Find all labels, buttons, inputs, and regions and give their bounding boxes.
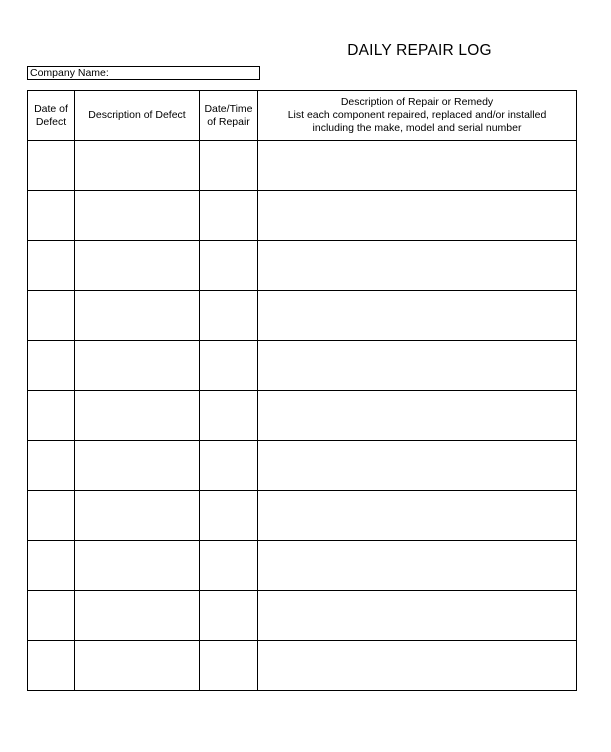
table-header-row [28,91,577,141]
table-body [28,141,577,691]
repair-log-table [27,90,577,691]
table-row [28,491,577,541]
cell-date-of-defect[interactable] [28,541,75,591]
cell-date-time-of-repair[interactable] [200,291,258,341]
cell-description-of-defect[interactable] [75,191,200,241]
cell-description-of-defect[interactable] [75,141,200,191]
header-date-time-of-repair [200,91,258,141]
cell-date-time-of-repair[interactable] [200,391,258,441]
cell-description-of-repair[interactable] [258,591,577,641]
table-row [28,441,577,491]
cell-date-of-defect[interactable] [28,341,75,391]
cell-date-time-of-repair[interactable] [200,341,258,391]
cell-description-of-repair[interactable] [258,141,577,191]
cell-description-of-defect[interactable] [75,291,200,341]
cell-description-of-defect[interactable] [75,641,200,691]
cell-date-time-of-repair[interactable] [200,191,258,241]
cell-description-of-defect[interactable] [75,241,200,291]
cell-description-of-repair[interactable] [258,441,577,491]
cell-date-time-of-repair[interactable] [200,491,258,541]
header-line: of Repair [207,115,250,128]
table-row [28,191,577,241]
cell-description-of-defect[interactable] [75,491,200,541]
table-row [28,241,577,291]
cell-date-of-defect[interactable] [28,391,75,441]
header-line: Description of Repair or Remedy [340,96,494,108]
cell-date-time-of-repair[interactable] [200,141,258,191]
table-row [28,641,577,691]
cell-description-of-repair[interactable] [258,491,577,541]
page-title [0,42,611,60]
cell-description-of-defect[interactable] [75,541,200,591]
cell-date-of-defect[interactable] [28,441,75,491]
company-name-field[interactable] [27,66,260,80]
header-date-of-defect [28,91,75,141]
header-description-of-defect [75,91,200,141]
cell-date-of-defect[interactable] [28,641,75,691]
cell-date-time-of-repair[interactable] [200,241,258,291]
cell-description-of-defect[interactable] [75,441,200,491]
table-row [28,341,577,391]
cell-date-of-defect[interactable] [28,141,75,191]
cell-date-of-defect[interactable] [28,291,75,341]
cell-date-of-defect[interactable] [28,241,75,291]
header-description-of-repair [258,91,577,141]
cell-date-time-of-repair[interactable] [200,541,258,591]
cell-date-time-of-repair[interactable] [200,591,258,641]
cell-date-time-of-repair[interactable] [200,641,258,691]
cell-date-of-defect[interactable] [28,491,75,541]
table-row [28,541,577,591]
cell-description-of-repair[interactable] [258,241,577,291]
header-line: including the make, model and serial number [312,122,522,134]
cell-description-of-repair[interactable] [258,191,577,241]
header-line: Defect [35,115,67,128]
header-line: List each component repaired, replaced and/or installed [287,109,547,121]
cell-description-of-defect[interactable] [75,591,200,641]
cell-date-of-defect[interactable] [28,591,75,641]
cell-description-of-repair[interactable] [258,641,577,691]
table-row [28,391,577,441]
table-row [28,591,577,641]
header-line: Date/Time [204,102,253,115]
table-row [28,141,577,191]
cell-description-of-repair[interactable] [258,291,577,341]
cell-description-of-defect[interactable] [75,391,200,441]
company-name-label: Company Name: [30,67,109,79]
cell-date-time-of-repair[interactable] [200,441,258,491]
title-text: DAILY REPAIR LOG [347,42,492,59]
cell-description-of-repair[interactable] [258,541,577,591]
cell-description-of-repair[interactable] [258,391,577,441]
cell-date-of-defect[interactable] [28,191,75,241]
header-line: Description of Defect [88,109,186,121]
cell-description-of-defect[interactable] [75,341,200,391]
header-line: Date of [34,102,68,115]
cell-description-of-repair[interactable] [258,341,577,391]
table-row [28,291,577,341]
